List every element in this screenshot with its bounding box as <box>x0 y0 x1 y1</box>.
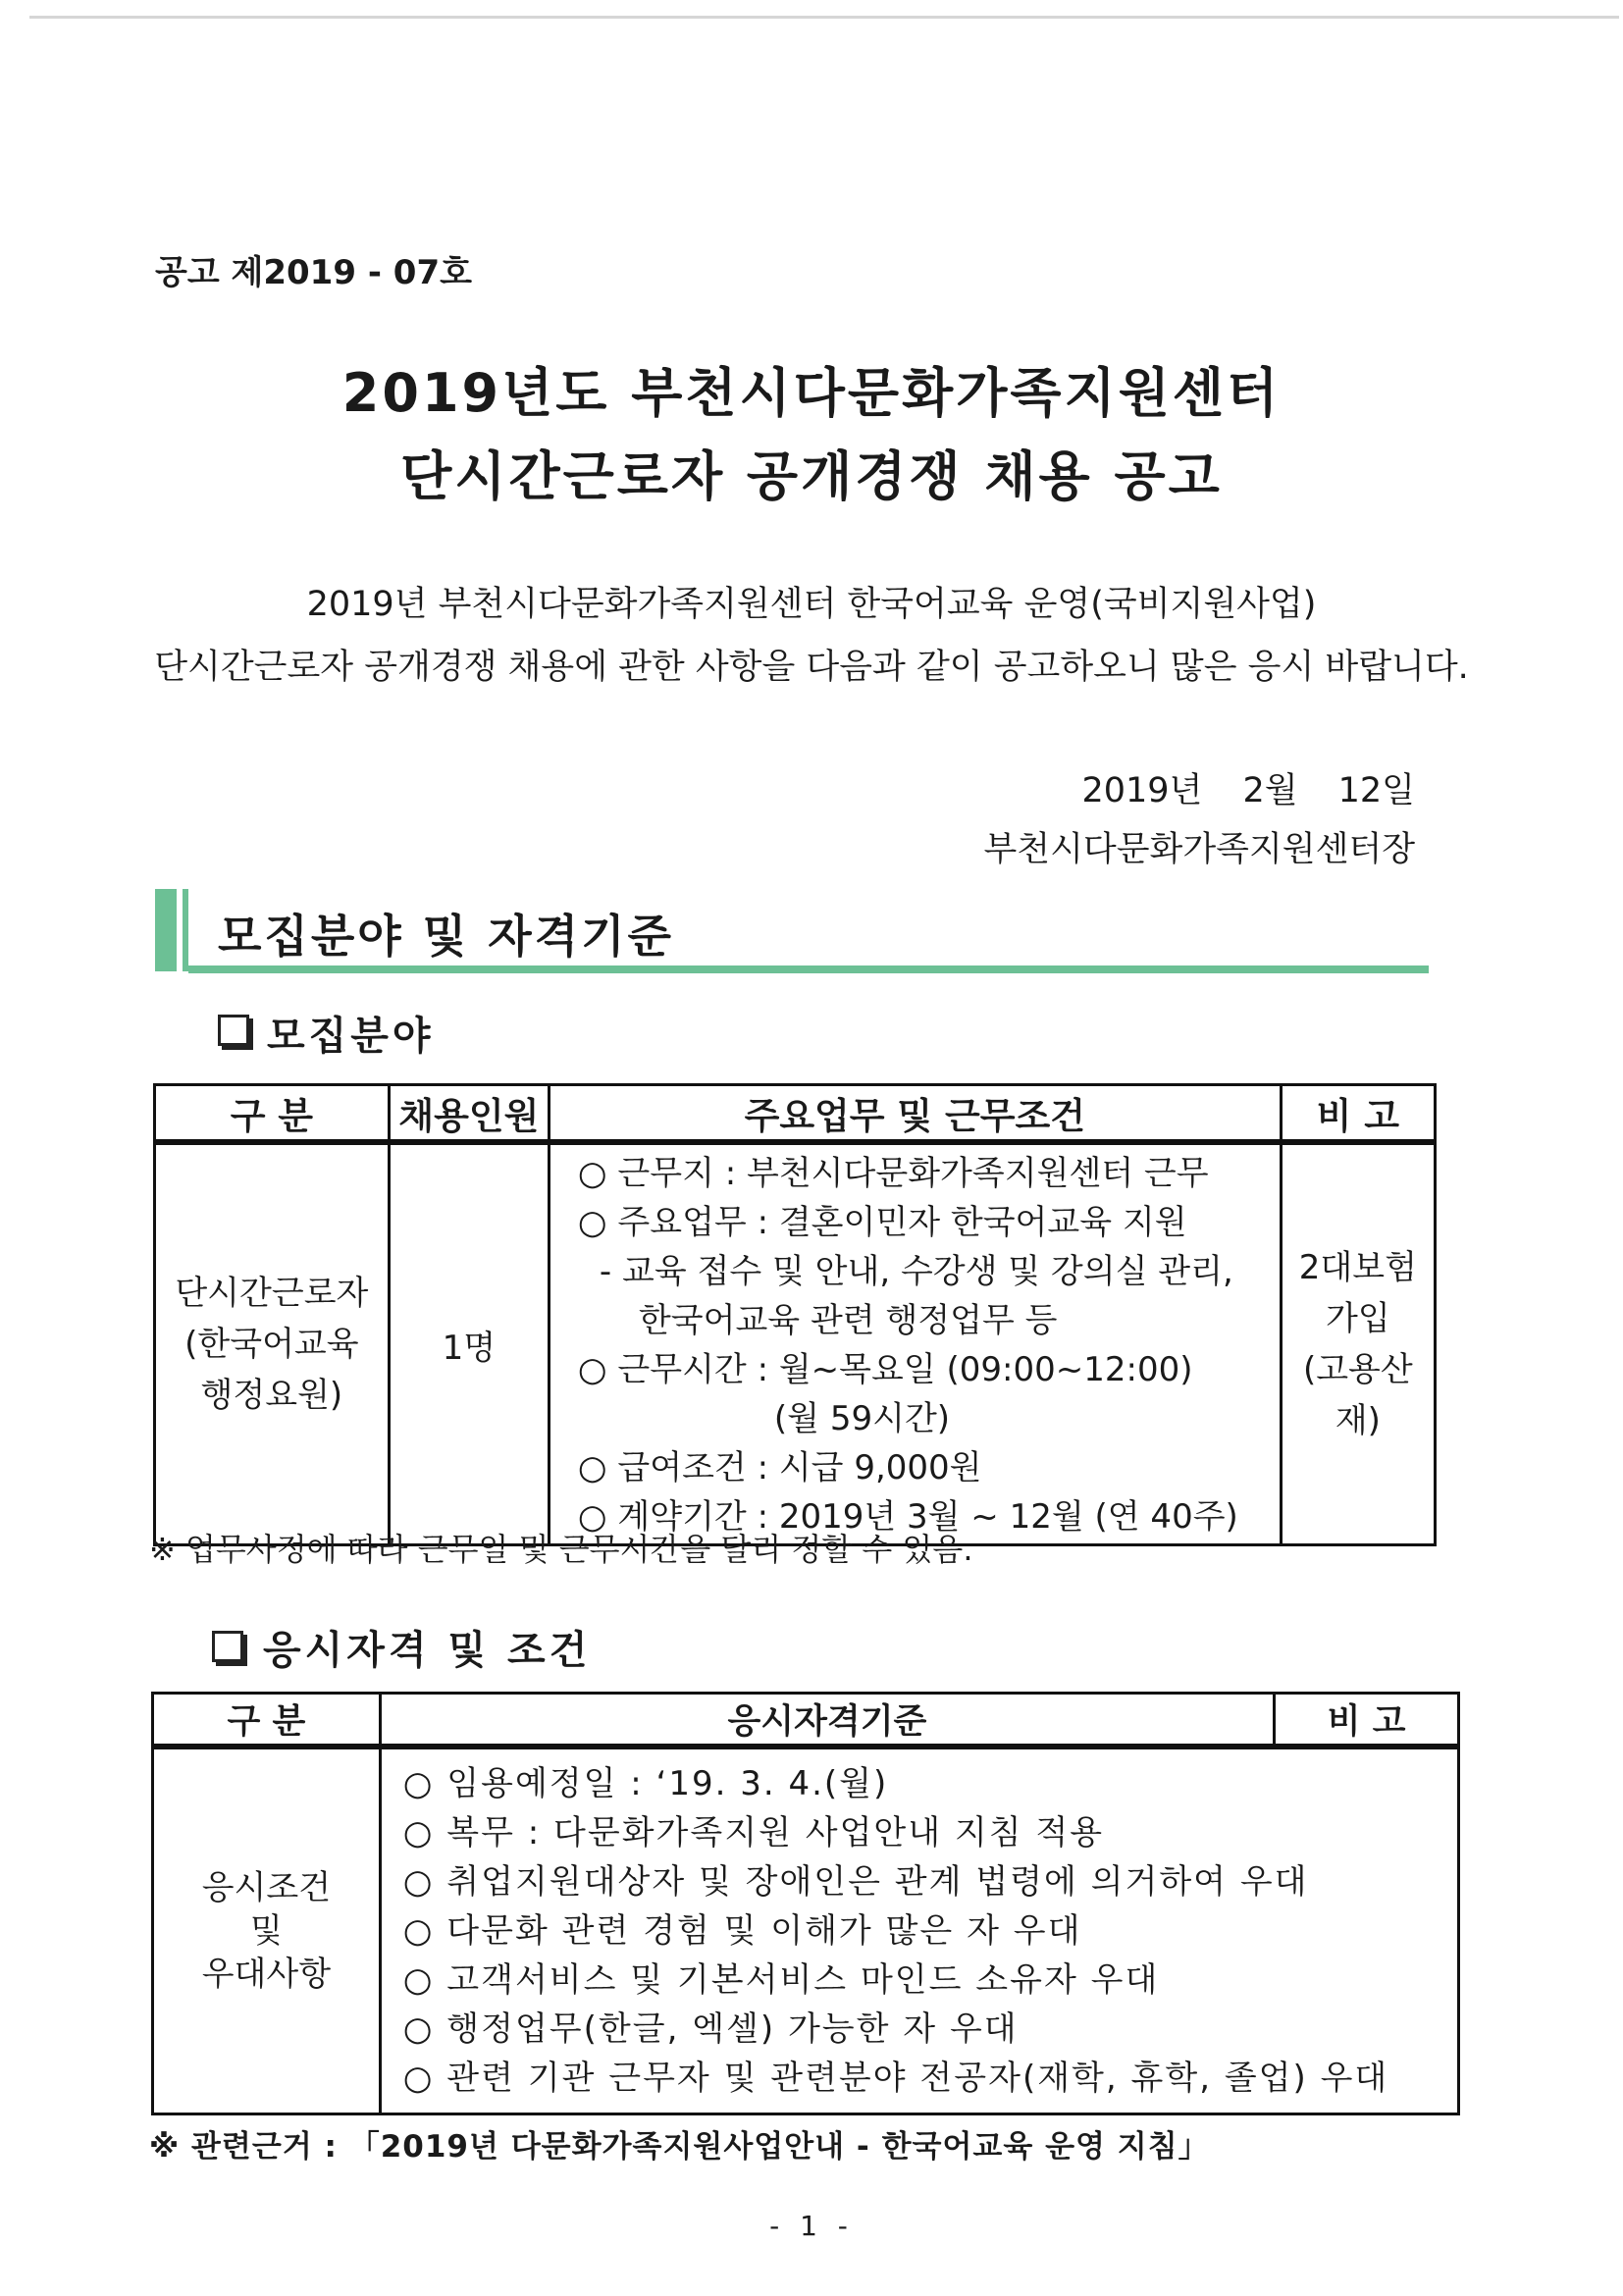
table-header-row <box>155 1085 1436 1143</box>
header-remarks: 비 고 <box>1275 1694 1459 1748</box>
criteria-line: ○ 복무 : 다문화가족지원 사업안내 지침 적용 <box>402 1813 1105 1852</box>
remarks-cell <box>1281 1142 1435 1545</box>
duty-line: ○ 주요업무 : 결혼이민자 한국어교육 지원 <box>577 1203 1187 1242</box>
category-line: 응시조건 <box>201 1868 332 1907</box>
table-row <box>155 1142 1436 1545</box>
remark-line: 가입 <box>1325 1299 1390 1338</box>
category-line: 우대사항 <box>201 1955 332 1994</box>
duty-line: ○ 계약기간 : 2019년 3월 ~ 12월 (연 40주) <box>577 1497 1238 1537</box>
criteria-line: ○ 취업지원대상자 및 장애인은 관계 법령에 의거하여 우대 <box>402 1862 1309 1902</box>
header-category: 구 분 <box>153 1694 381 1748</box>
recruitment-note: ※ 업무사정에 따라 근무일 및 근무시간을 달리 정할 수 있음. <box>149 1531 973 1568</box>
issuer-name: 부천시다문화가족지원센터장 <box>983 830 1415 869</box>
recruitment-subtitle: 모집분야 <box>267 1014 435 1059</box>
header-duties: 주요업무 및 근무조건 <box>549 1085 1281 1143</box>
category-line: 및 <box>249 1911 283 1951</box>
category-cell <box>153 1747 381 2114</box>
section-marker-bar-thin <box>183 889 188 971</box>
header-headcount: 채용인원 <box>389 1085 549 1143</box>
section-title: 모집분야 및 자격기준 <box>218 910 674 963</box>
qualification-table <box>151 1692 1460 2115</box>
criteria-cell <box>380 1747 1458 2114</box>
criteria-line: ○ 관련 기관 근무자 및 관련분야 전공자(재학, 휴학, 졸업) 우대 <box>402 2059 1389 2098</box>
criteria-line: ○ 다문화 관련 경험 및 이해가 많은 자 우대 <box>402 1911 1082 1951</box>
section-marker-bar <box>155 889 177 971</box>
category-line: 단시간근로자 <box>175 1274 369 1313</box>
qualification-subtitle: 응시자격 및 조건 <box>263 1628 592 1673</box>
category-cell <box>155 1142 390 1545</box>
checkbox-bullet-icon <box>212 1631 243 1662</box>
section-underline <box>188 965 1429 973</box>
page-title-line1: 2019년도 부천시다문화가족지원센터 <box>341 362 1282 424</box>
checkbox-bullet-icon <box>218 1015 249 1046</box>
page-title-line2: 단시간근로자 공개경쟁 채용 공고 <box>400 445 1223 507</box>
duty-line: ○ 근무지 : 부천시다문화가족지원센터 근무 <box>577 1154 1209 1193</box>
table-header-row <box>153 1694 1459 1748</box>
criteria-line: ○ 행정업무(한글, 엑셀) 가능한 자 우대 <box>402 2009 1019 2049</box>
duty-line: - 교육 접수 및 안내, 수강생 및 강의실 관리, <box>599 1252 1233 1291</box>
intro-line2: 단시간근로자 공개경쟁 채용에 관한 사항을 다음과 같이 공고하오니 많은 응시 바랍니다. <box>154 648 1469 687</box>
criteria-line: ○ 고객서비스 및 기본서비스 마인드 소유자 우대 <box>402 1960 1160 2000</box>
legal-basis-note: ※ 관련근거 : 「2019년 다문화가족지원사업안내 - 한국어교육 운영 지침」 <box>149 2129 1210 2165</box>
category-line: (한국어교육 <box>184 1325 359 1364</box>
table-row <box>153 1747 1459 2114</box>
criteria-line: ○ 임용예정일 : ‘19. 3. 4.(월) <box>402 1764 889 1803</box>
duty-line: ○ 급여조건 : 시급 9,000원 <box>577 1448 982 1487</box>
notice-number: 공고 제2019 - 07호 <box>155 253 472 292</box>
duty-line: 한국어교육 관련 행정업무 등 <box>638 1301 1058 1340</box>
recruitment-table <box>153 1083 1437 1546</box>
header-criteria: 응시자격기준 <box>380 1694 1274 1748</box>
duty-line: ○ 근무시간 : 월~목요일 (09:00~12:00) <box>577 1350 1193 1389</box>
remark-line: 2대보험 <box>1298 1248 1417 1287</box>
intro-line1: 2019년 부천시다문화가족지원센터 한국어교육 운영(국비지원사업) <box>306 585 1317 624</box>
header-remarks: 비 고 <box>1281 1085 1435 1143</box>
headcount-cell: 1명 <box>389 1142 549 1545</box>
issue-date: 2019년 2월 12일 <box>1081 771 1415 810</box>
duty-line: (월 59시간) <box>773 1399 951 1438</box>
header-category: 구 분 <box>155 1085 390 1143</box>
duties-cell <box>549 1142 1281 1545</box>
scan-top-edge <box>29 16 1619 19</box>
remark-line: (고용산재) <box>1302 1350 1413 1440</box>
category-line: 행정요원) <box>200 1376 343 1415</box>
page-number: - 1 - <box>769 2210 854 2242</box>
